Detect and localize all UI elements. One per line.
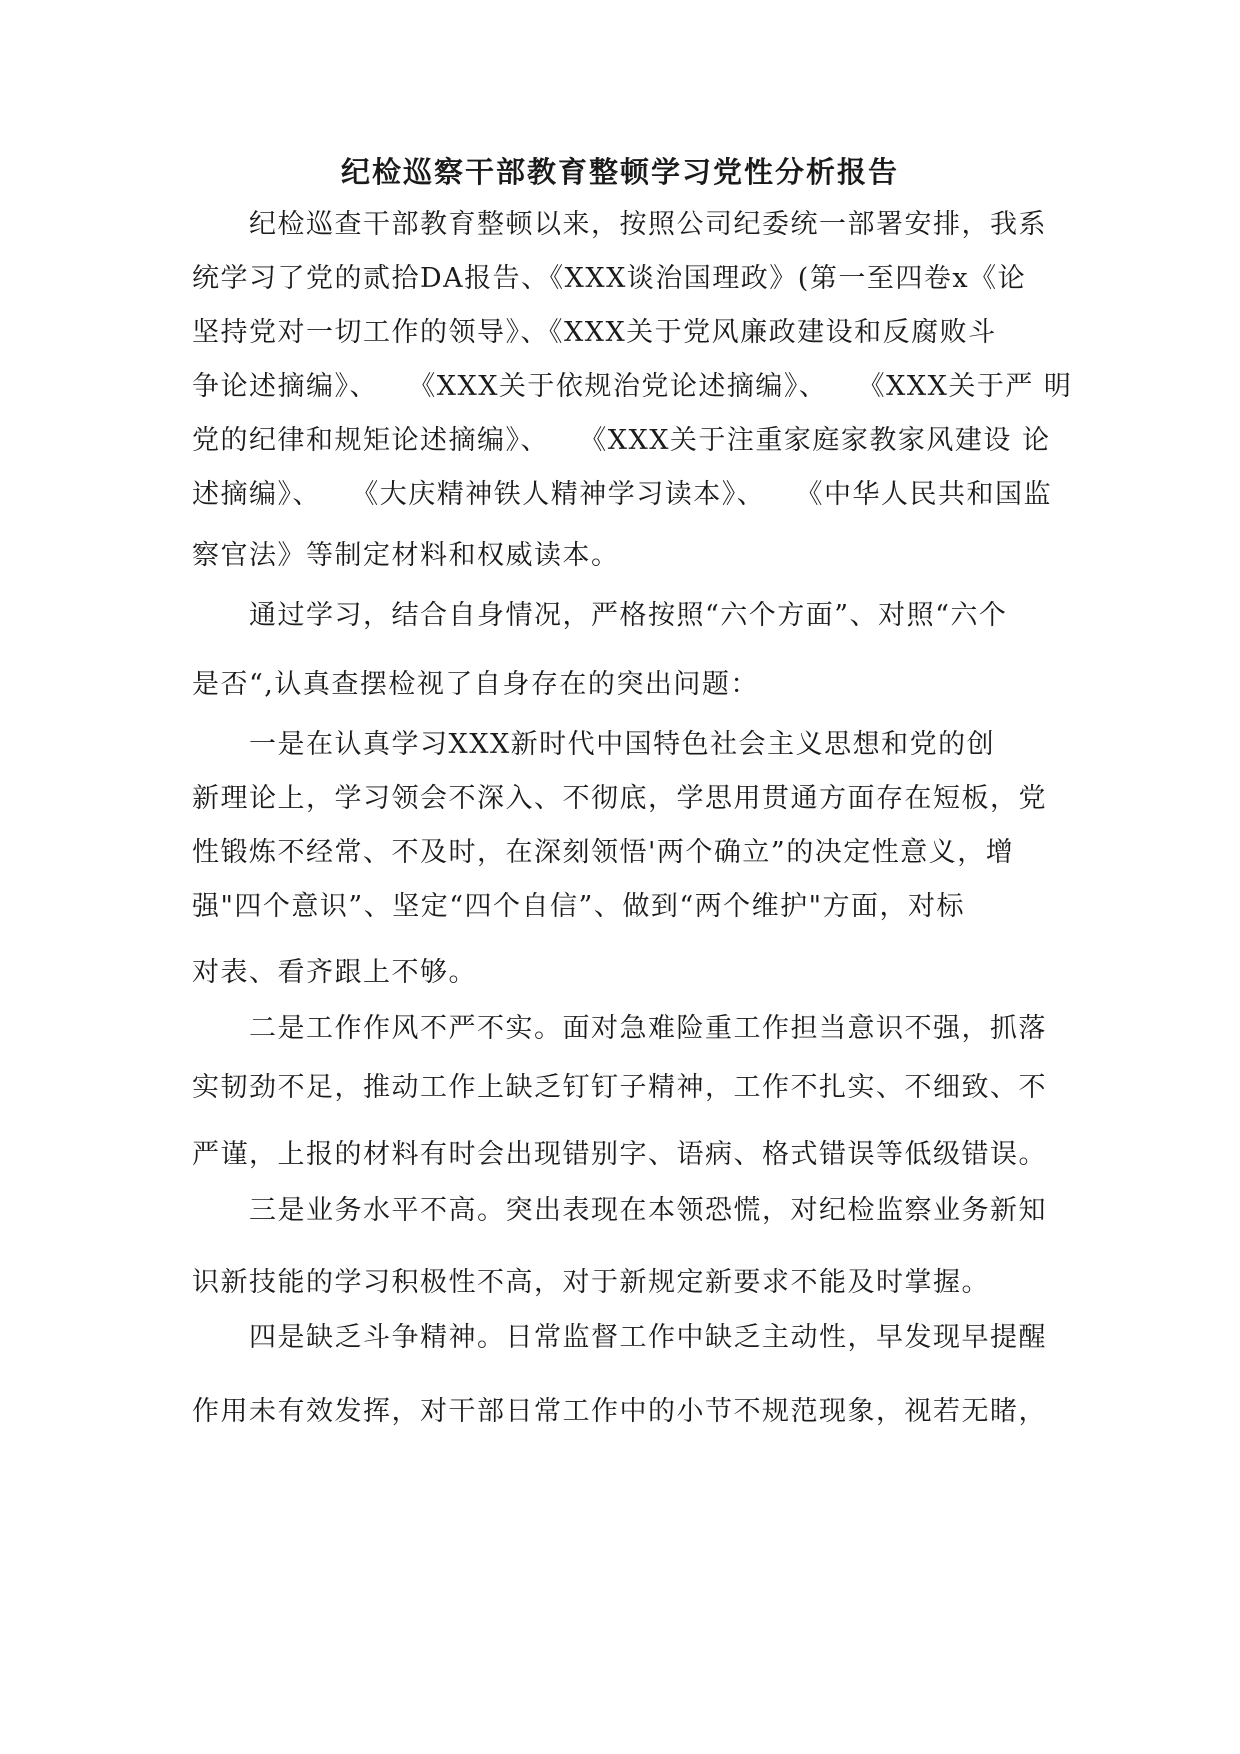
- paragraph-line: 四是缺乏斗争精神。日常监督工作中缺乏主动性，早发现早提醒: [249, 1322, 1047, 1353]
- paragraph-line: 统学习了党的贰拾DA报告、《XXX谈治国理政》(第一至四卷x《论: [192, 263, 1027, 294]
- paragraph-line: 党的纪律和规矩论述摘编》、 《XXX关于注重家庭家教家风建设 论: [192, 425, 1051, 456]
- paragraph-line: 二是工作作风不严不实。面对急难险重工作担当意识不强，抓落: [249, 1013, 1047, 1044]
- paragraph-line: 是否“,认真查摆检视了自身存在的突出问题：: [192, 669, 759, 700]
- paragraph-line: 三是业务水平不高。突出表现在本领恐慌，对纪检监察业务新知: [249, 1195, 1047, 1226]
- paragraph-line: 坚持党对一切工作的领导》、《XXX关于党风廉政建设和反腐败斗: [192, 317, 997, 348]
- paragraph-line: 纪检巡查干部教育整顿以来，按照公司纪委统一部署安排，我系: [249, 209, 1047, 240]
- paragraph-line: 述摘编》、 《大庆精神铁人精神学习读本》、 《中华人民共和国监: [192, 479, 1052, 510]
- paragraph-line: 实韧劲不足，推动工作上缺乏钉钉子精神，工作不扎实、不细致、不: [192, 1072, 1047, 1103]
- document-title: 纪检巡察干部教育整顿学习党性分析报告: [340, 155, 899, 189]
- paragraph-line: 争论述摘编》、 《XXX关于依规治党论述摘编》、 《XXX关于严 明: [192, 371, 1073, 402]
- paragraph-line: 察官法》等制定材料和权威读本。: [192, 540, 620, 571]
- paragraph-line: 通过学习，结合自身情况，严格按照“六个方面”、对照“六个: [249, 600, 1008, 631]
- paragraph-line: 新理论上，学习领会不深入、不彻底，学思用贯通方面存在短板，党: [192, 783, 1047, 814]
- paragraph-line: 严谨，上报的材料有时会出现错别字、语病、格式错误等低级错误。: [192, 1139, 1047, 1170]
- paragraph-line: 对表、看齐跟上不够。: [192, 957, 477, 988]
- paragraph-line: 强"四个意识”、坚定“四个自信”、做到“两个维护"方面，对标: [192, 891, 966, 922]
- paragraph-line: 一是在认真学习XXX新时代中国特色社会主义思想和党的创: [249, 729, 996, 760]
- paragraph-line: 性锻炼不经常、不及时，在深刻领悟'两个确立”的决定性意义，增: [192, 837, 1015, 868]
- paragraph-line: 识新技能的学习积极性不高，对于新规定新要求不能及时掌握。: [192, 1267, 990, 1298]
- paragraph-line: 作用未有效发挥，对干部日常工作中的小节不规范现象，视若无睹，: [192, 1396, 1047, 1427]
